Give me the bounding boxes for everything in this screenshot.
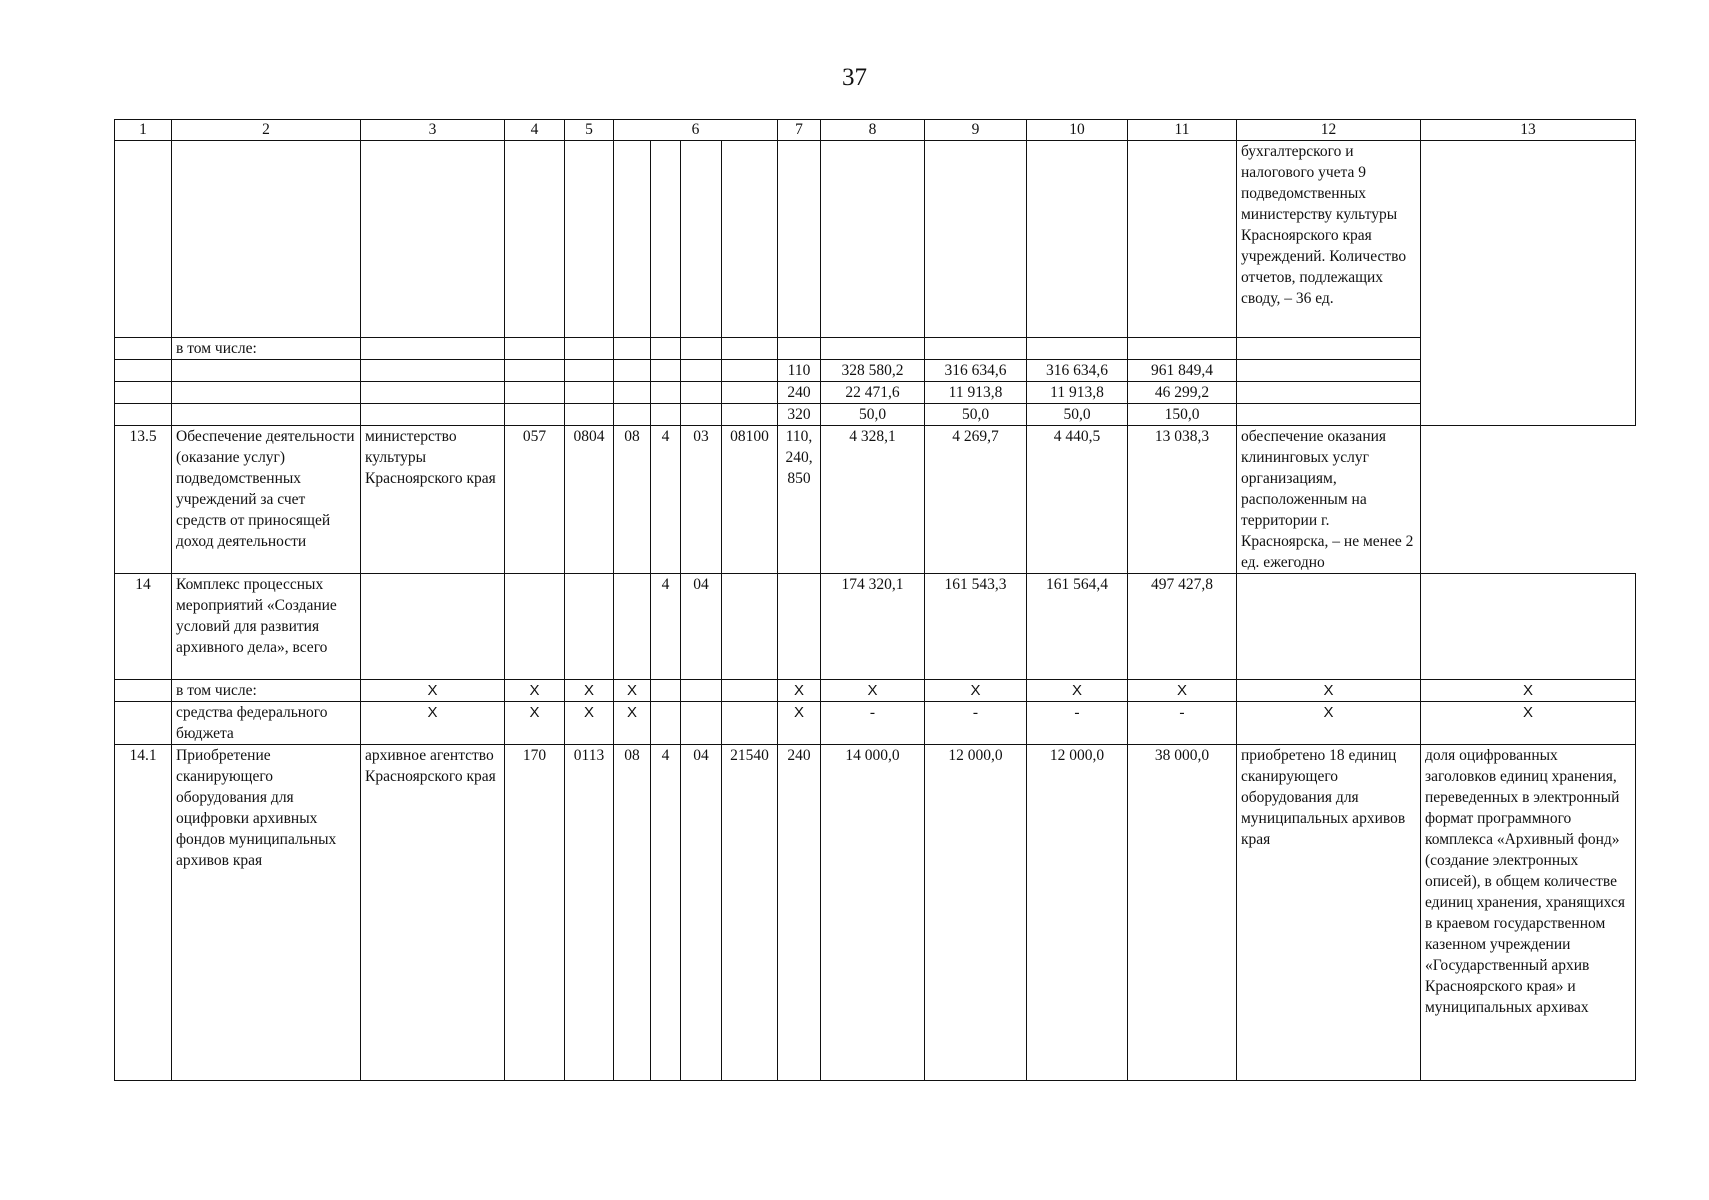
target-code-part: 4 bbox=[651, 745, 681, 1081]
activity-name: Приобретение сканирующего оборудования для оцифровки архивных фондов муниципальных архивов края bbox=[172, 745, 361, 1081]
amount-cell: 161 564,4 bbox=[1027, 574, 1128, 680]
section-code: 0804 bbox=[565, 426, 614, 574]
table-row bbox=[115, 574, 1636, 680]
subtotal-label: в том числе: bbox=[172, 680, 361, 702]
x-mark: Х bbox=[505, 702, 565, 745]
header-cell: 12 bbox=[1237, 120, 1421, 141]
expense-type-cell: 110, 240, 850 bbox=[778, 426, 821, 574]
header-cell: 4 bbox=[505, 120, 565, 141]
activity-name: Комплекс процессных мероприятий «Создание условий для развития архивного дела», всего bbox=[172, 574, 361, 680]
total-cell: 46 299,2 bbox=[1128, 382, 1237, 404]
row-number: 14.1 bbox=[115, 745, 172, 1081]
table-row bbox=[115, 745, 1636, 1081]
table-row bbox=[115, 426, 1636, 574]
expense-type-cell: 110 bbox=[778, 360, 821, 382]
table-row bbox=[115, 360, 1636, 382]
x-mark: Х bbox=[821, 680, 925, 702]
responsible-body: архивное агентство Красноярского края bbox=[361, 745, 505, 1081]
table-row bbox=[115, 702, 1636, 745]
target-code-part: 03 bbox=[681, 426, 722, 574]
subtotal-label: в том числе: bbox=[172, 338, 361, 360]
dash-cell: - bbox=[1027, 702, 1128, 745]
target-code-part: 21540 bbox=[722, 745, 778, 1081]
x-mark: Х bbox=[1237, 680, 1421, 702]
amount-cell: 316 634,6 bbox=[1027, 360, 1128, 382]
total-cell: 497 427,8 bbox=[1128, 574, 1237, 680]
gradebs-code: 057 bbox=[505, 426, 565, 574]
dash-cell: - bbox=[821, 702, 925, 745]
expense-type-cell: 240 bbox=[778, 745, 821, 1081]
target-code-part: 4 bbox=[651, 426, 681, 574]
amount-cell: 50,0 bbox=[1027, 404, 1128, 426]
x-mark: Х bbox=[778, 702, 821, 745]
total-cell: 150,0 bbox=[1128, 404, 1237, 426]
page-number: 37 bbox=[842, 64, 867, 91]
header-cell: 13 bbox=[1421, 120, 1636, 141]
header-cell: 5 bbox=[565, 120, 614, 141]
activity-name: Обеспечение деятельности (оказание услуг) подведомственных учреждений за счет средств от приносящей доход деятельности bbox=[172, 426, 361, 574]
table-row bbox=[115, 338, 1636, 360]
x-mark: Х bbox=[614, 680, 651, 702]
indicator-cell: доля оцифрованных заголовков единиц хранения, переведенных в электронный формат программного комплекса «Архивный фонд» (создание электронных описей), в общем количестве единиц хранения, хранящихся в краевом государственном казенном учреждении «Государственный архив Красноярского края» и муниципальных архивах bbox=[1421, 745, 1636, 1081]
header-cell: 2 bbox=[172, 120, 361, 141]
section-code: 0113 bbox=[565, 745, 614, 1081]
table-row bbox=[115, 382, 1636, 404]
expense-type-cell: 240 bbox=[778, 382, 821, 404]
amount-cell: 316 634,6 bbox=[925, 360, 1027, 382]
amount-cell: 22 471,6 bbox=[821, 382, 925, 404]
result-cell: приобретено 18 единиц сканирующего оборудования для муниципальных архивов края bbox=[1237, 745, 1421, 1081]
amount-cell: 328 580,2 bbox=[821, 360, 925, 382]
header-cell: 9 bbox=[925, 120, 1027, 141]
row-number: 13.5 bbox=[115, 426, 172, 574]
total-cell: 38 000,0 bbox=[1128, 745, 1237, 1081]
table-row bbox=[115, 404, 1636, 426]
target-code-part: 08100 bbox=[722, 426, 778, 574]
x-mark: Х bbox=[1027, 680, 1128, 702]
dash-cell: - bbox=[925, 702, 1027, 745]
dash-cell: - bbox=[1128, 702, 1237, 745]
x-mark: Х bbox=[505, 680, 565, 702]
amount-cell: 12 000,0 bbox=[925, 745, 1027, 1081]
x-mark: Х bbox=[778, 680, 821, 702]
table-row bbox=[115, 141, 1636, 338]
header-cell: 11 bbox=[1128, 120, 1237, 141]
amount-cell: 11 913,8 bbox=[925, 382, 1027, 404]
x-mark: Х bbox=[1237, 702, 1421, 745]
header-cell: 3 bbox=[361, 120, 505, 141]
row-number: 14 bbox=[115, 574, 172, 680]
amount-cell: 50,0 bbox=[925, 404, 1027, 426]
x-mark: Х bbox=[1128, 680, 1237, 702]
target-code-part: 04 bbox=[681, 745, 722, 1081]
total-cell: 961 849,4 bbox=[1128, 360, 1237, 382]
expense-type-cell: 320 bbox=[778, 404, 821, 426]
gradebs-code: 170 bbox=[505, 745, 565, 1081]
budget-table bbox=[114, 119, 1636, 1081]
x-mark: Х bbox=[361, 680, 505, 702]
total-cell: 13 038,3 bbox=[1128, 426, 1237, 574]
x-mark: Х bbox=[925, 680, 1027, 702]
amount-cell: 174 320,1 bbox=[821, 574, 925, 680]
amount-cell: 4 440,5 bbox=[1027, 426, 1128, 574]
funding-source: средства федерального бюджета bbox=[172, 702, 361, 745]
x-mark: Х bbox=[565, 702, 614, 745]
x-mark: Х bbox=[1421, 680, 1636, 702]
amount-cell: 12 000,0 bbox=[1027, 745, 1128, 1081]
x-mark: Х bbox=[565, 680, 614, 702]
header-cell: 8 bbox=[821, 120, 925, 141]
result-cell: бухгалтерского и налогового учета 9 подведомственных министерству культуры Красноярского края учреждений. Количество отчетов, подлежащих своду, – 36 ед. bbox=[1237, 141, 1421, 338]
x-mark: Х bbox=[361, 702, 505, 745]
amount-cell: 11 913,8 bbox=[1027, 382, 1128, 404]
header-cell: 6 bbox=[614, 120, 778, 141]
responsible-body: министерство культуры Красноярского края bbox=[361, 426, 505, 574]
amount-cell: 4 269,7 bbox=[925, 426, 1027, 574]
amount-cell: 14 000,0 bbox=[821, 745, 925, 1081]
target-code-part: 08 bbox=[614, 426, 651, 574]
header-cell: 10 bbox=[1027, 120, 1128, 141]
header-cell: 1 bbox=[115, 120, 172, 141]
amount-cell: 50,0 bbox=[821, 404, 925, 426]
target-code-part: 4 bbox=[651, 574, 681, 680]
amount-cell: 4 328,1 bbox=[821, 426, 925, 574]
header-cell: 7 bbox=[778, 120, 821, 141]
result-cell: обеспечение оказания клининговых услуг организациям, расположенным на территории г. Красноярска, – не менее 2 ед. ежегодно bbox=[1237, 426, 1421, 574]
x-mark: Х bbox=[614, 702, 651, 745]
x-mark: Х bbox=[1421, 702, 1636, 745]
indicator-cell bbox=[1421, 141, 1636, 426]
table-row bbox=[115, 680, 1636, 702]
target-code-part: 04 bbox=[681, 574, 722, 680]
target-code-part: 08 bbox=[614, 745, 651, 1081]
column-number-header bbox=[115, 120, 1636, 141]
amount-cell: 161 543,3 bbox=[925, 574, 1027, 680]
